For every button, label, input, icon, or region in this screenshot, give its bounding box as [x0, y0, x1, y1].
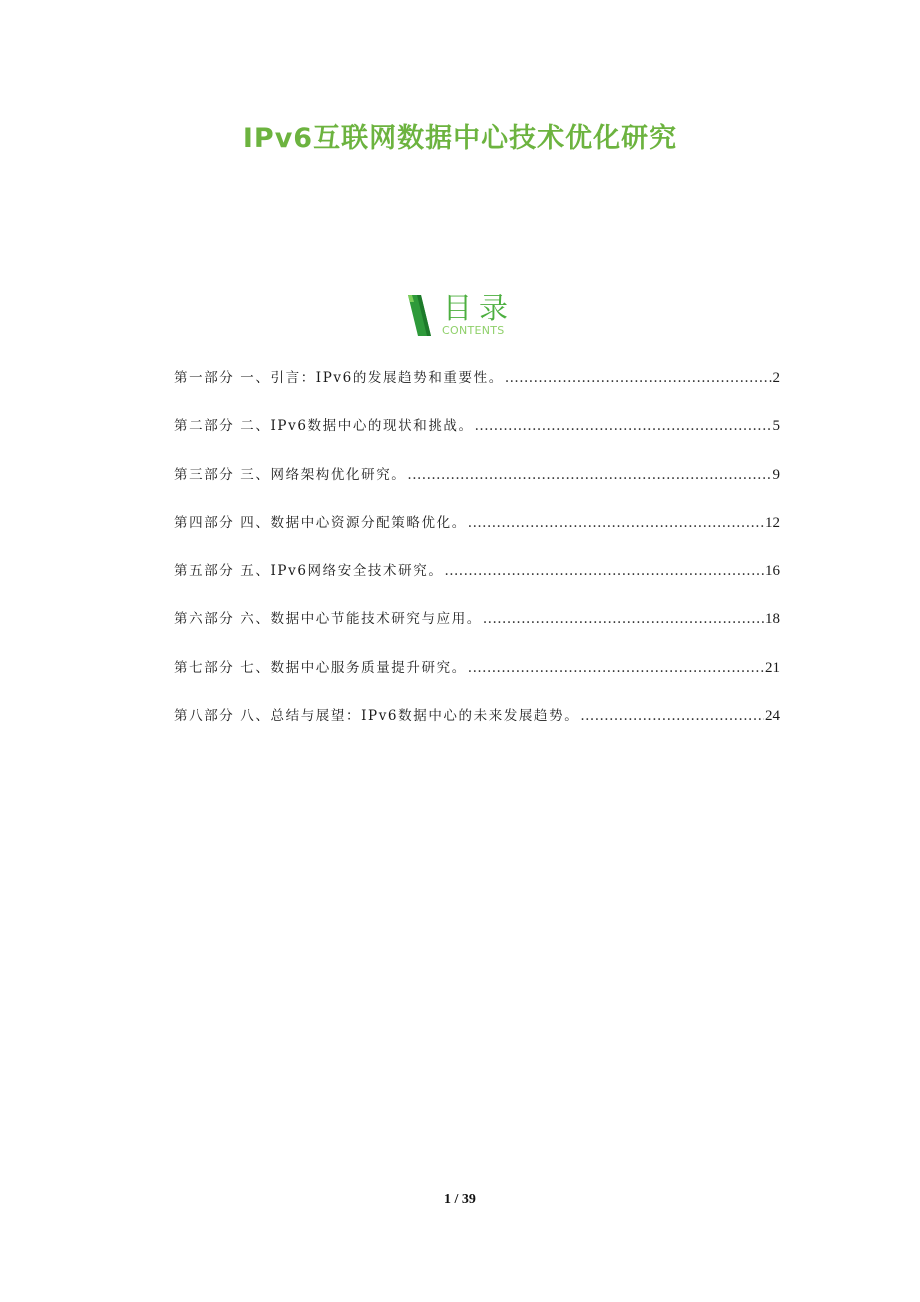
- toc-entry-page: 16: [765, 563, 780, 580]
- toc-entry-leader: [407, 467, 771, 483]
- toc-entry-6[interactable]: [174, 607, 780, 655]
- toc-entry-label: 第四部分 四、数据中心资源分配策略优化。: [174, 514, 467, 531]
- toc-entry-label: 第二部分 二、IPv6数据中心的现状和挑战。: [174, 418, 474, 435]
- toc-entry-label: 第一部分 一、引言：IPv6的发展趋势和重要性。: [174, 370, 504, 386]
- page-indicator: 1 / 39: [444, 1192, 476, 1207]
- toc-entry-label: 第八部分 八、总结与展望：IPv6数据中心的未来发展趋势。: [174, 708, 580, 725]
- toc-entry-leader: [505, 370, 772, 386]
- toc-entry-4[interactable]: [174, 511, 780, 559]
- toc-heading-title: 目录: [443, 291, 516, 325]
- toc-entry-3[interactable]: [174, 463, 780, 511]
- toc-list: [174, 366, 780, 752]
- toc-entry-label: 第六部分 六、数据中心节能技术研究与应用。: [174, 611, 482, 628]
- green-slash-mark-icon: [406, 294, 436, 338]
- toc-entry-leader: [468, 660, 764, 676]
- toc-entry-5[interactable]: [174, 559, 780, 607]
- document-title: IPv6互联网数据中心技术优化研究: [242, 123, 678, 154]
- toc-entry-8[interactable]: [174, 704, 780, 752]
- toc-entry-leader: [483, 611, 764, 627]
- toc-heading: [406, 291, 546, 340]
- toc-entry-7[interactable]: [174, 656, 780, 704]
- toc-entry-label: 第七部分 七、数据中心服务质量提升研究。: [174, 659, 467, 676]
- toc-entry-page: 2: [772, 370, 780, 386]
- toc-entry-leader: [468, 515, 764, 531]
- toc-entry-page: 12: [765, 514, 780, 531]
- toc-heading-subtitle: CONTENTS: [442, 324, 505, 337]
- toc-entry-page: 9: [772, 466, 780, 483]
- toc-entry-label: 第三部分 三、网络架构优化研究。: [174, 466, 407, 483]
- toc-entry-1[interactable]: [174, 366, 780, 414]
- toc-entry-label: 第五部分 五、IPv6网络安全技术研究。: [174, 563, 444, 580]
- toc-entry-2[interactable]: [174, 414, 780, 462]
- toc-entry-page: 18: [765, 611, 780, 628]
- toc-entry-leader: [475, 418, 772, 434]
- toc-entry-page: 5: [772, 418, 780, 435]
- toc-entry-leader: [444, 563, 764, 579]
- toc-entry-leader: [580, 708, 764, 724]
- toc-entry-page: 21: [765, 659, 780, 676]
- toc-entry-page: 24: [765, 708, 780, 725]
